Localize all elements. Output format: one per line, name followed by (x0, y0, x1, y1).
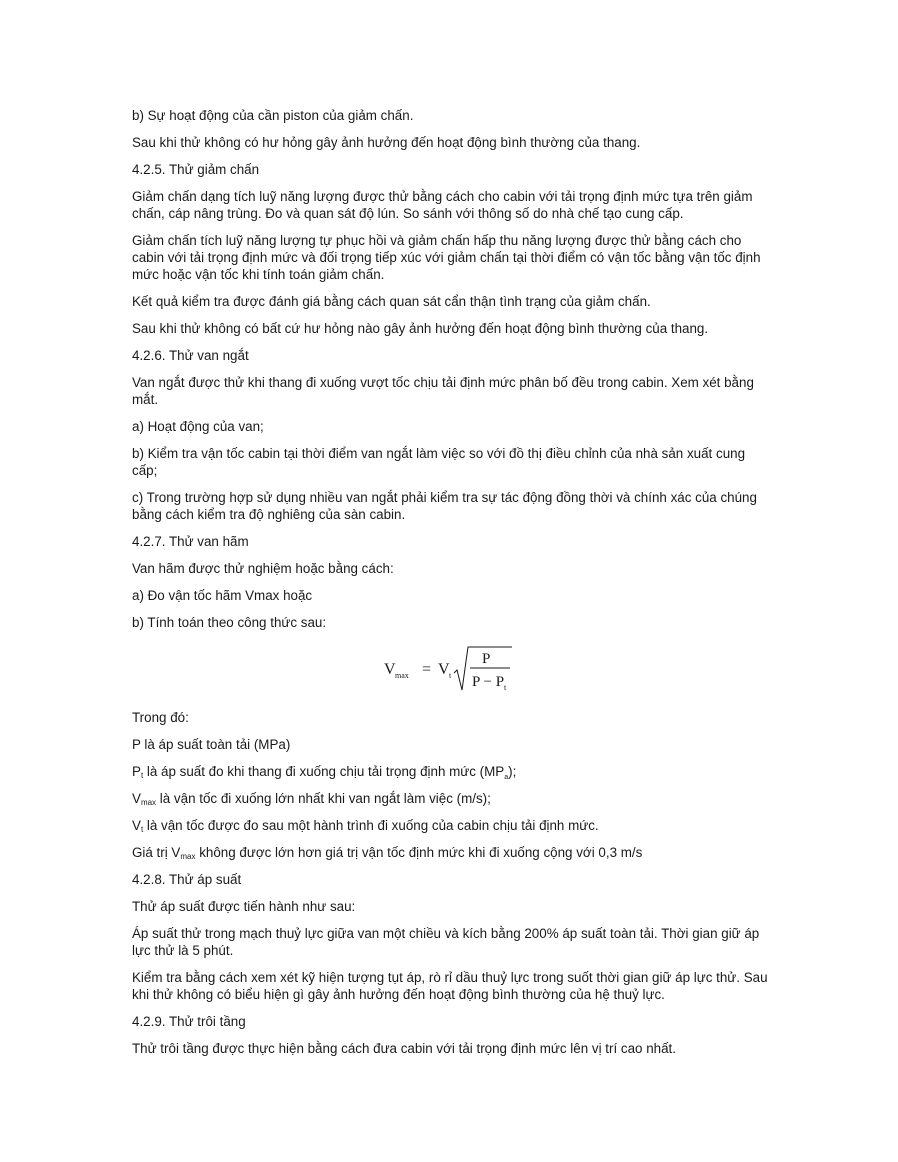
paragraph: Thử trôi tầng được thực hiện bằng cách đưa cabin với tải trọng định mức lên vị trí cao nhất. (132, 1041, 676, 1056)
formula-graphic (382, 641, 522, 699)
paragraph: Trong đó: (132, 710, 189, 725)
paragraph: Kiểm tra bằng cách xem xét kỹ hiện tượng tụt áp, rò rỉ dầu thuỷ lực trong suốt thời gian giữ áp lực thử. Sau khi thử không có biểu hiện gì gây ảnh hưởng đến hoạt động bình thường của hệ thuỷ lực. (132, 970, 768, 1002)
paragraph: Áp suất thử trong mạch thuỷ lực giữa van một chiều và kích bằng 200% áp suất toàn tải. Thời gian giữ áp lực thử là 5 phút. (132, 926, 760, 958)
formula-denominator: P − P (472, 674, 505, 690)
paragraph: Giá trị $V_{max}$ không được lớn hơn giá trị vận tốc định mức khi đi xuống cộng với 0,3 m/s (132, 845, 643, 861)
paragraph: Sau khi thử không có bất cứ hư hỏng nào gây ảnh hưởng đến hoạt động bình thường của thang. (132, 321, 709, 336)
paragraph: Van hãm được thử nghiệm hoặc bằng cách: (132, 561, 394, 576)
definition: P là áp suất toàn tải (MPa) (132, 737, 291, 752)
document-page (132, 107, 772, 1067)
paragraph: Giảm chấn dạng tích luỹ năng lượng được thử bằng cách cho cabin với tải trọng định mức tựa trên giảm chấn, cáp nâng trùng. Đo và quan sát độ lún. So sánh với thông số do nhà chế tạo cung cấp. (132, 189, 753, 221)
list-item: c) Trong trường hợp sử dụng nhiều van ngắt phải kiểm tra sự tác động đồng thời và chính xác của chúng bằng cách kiểm tra độ nghiêng của sàn cabin. (132, 490, 757, 522)
paragraph: Kết quả kiểm tra được đánh giá bằng cách quan sát cẩn thận tình trạng của giảm chấn. (132, 294, 651, 309)
paragraph: Giảm chấn tích luỹ năng lượng tự phục hồi và giảm chấn hấp thu năng lượng được thử bằng cách cho cabin với tải trọng định mức và đối trọng tiếp xúc với giảm chấn tại thời điểm có vận tốc bằng vận tốc định mức hoặc vận tốc khi tính toán giảm chấn. (132, 233, 761, 282)
list-item: b) Kiểm tra vận tốc cabin tại thời điểm van ngắt làm việc so với đồ thị điều chỉnh của nhà sản xuất cung cấp; (132, 446, 746, 478)
definition: $P_t$ là áp suất đo khi thang đi xuống chịu tải trọng định mức $(MP_a)$; (132, 764, 517, 781)
definition: $V_{max}$ là vận tốc đi xuống lớn nhất khi van ngắt làm việc (m/s); (132, 791, 491, 807)
formula-lhs-sub: max (395, 671, 409, 680)
formula-numerator: P (482, 651, 491, 667)
paragraph: b) Sự hoạt động của cần piston của giảm chấn. (132, 108, 414, 123)
paragraph: Van ngắt được thử khi thang đi xuống vượt tốc chịu tải định mức phân bố đều trong cabin. Xem xét bằng mắt. (132, 375, 754, 407)
section-heading: 4.2.8. Thử áp suất (132, 872, 242, 887)
paragraph: Thử áp suất được tiến hành như sau: (132, 899, 356, 914)
formula-coef: V (438, 661, 450, 678)
list-item: a) Đo vận tốc hãm Vmax hoặc (132, 588, 313, 603)
definition: $V_t$ là vận tốc được đo sau một hành trình đi xuống của cabin chịu tải định mức. (132, 818, 599, 834)
formula (132, 641, 772, 699)
section-heading: 4.2.9. Thử trôi tầng (132, 1014, 246, 1029)
paragraph: Sau khi thử không có hư hỏng gây ảnh hưởng đến hoạt động bình thường của thang. (132, 135, 641, 150)
section-heading: 4.2.7. Thử van hãm (132, 534, 249, 549)
formula-coef-sub: t (449, 671, 452, 680)
formula-den-sub: t (504, 683, 507, 692)
list-item: a) Hoạt động của van; (132, 419, 264, 434)
formula-lhs: V (384, 661, 396, 678)
section-heading: 4.2.5. Thử giảm chấn (132, 162, 260, 177)
section-heading: 4.2.6. Thử van ngắt (132, 348, 249, 363)
formula-equals: = (422, 661, 432, 678)
list-item: b) Tính toán theo công thức sau: (132, 615, 327, 630)
